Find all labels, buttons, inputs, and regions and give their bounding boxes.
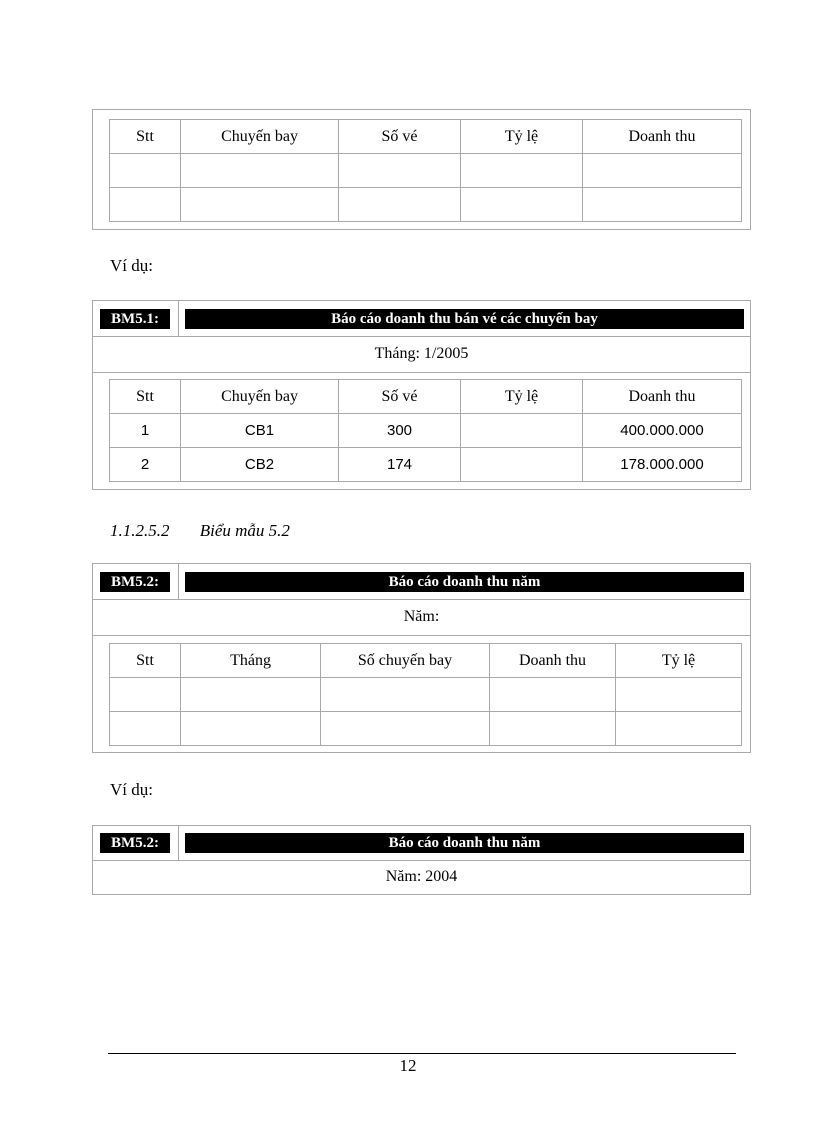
bm51-table: [109, 379, 742, 482]
page-number: 12: [399, 1056, 417, 1075]
bm52-header-row: [110, 644, 742, 678]
bm52-header-month: Tháng: [181, 644, 321, 678]
section-heading: [110, 521, 290, 541]
cell-ratio: [461, 448, 583, 482]
cell-revenue: 400.000.000: [583, 414, 742, 448]
table1-header-ratio: Tỷ lệ: [461, 120, 583, 154]
bm51-header-flight: Chuyến bay: [181, 380, 339, 414]
form-title-bar: Báo cáo doanh thu năm: [185, 572, 744, 592]
section-title: Biểu mẫu 5.2: [199, 521, 290, 540]
bm52-table: [109, 643, 742, 746]
example-label: Ví dụ:: [110, 256, 153, 275]
cell-stt: 1: [110, 414, 181, 448]
table-row: [110, 712, 742, 746]
table1: [109, 119, 742, 222]
form-subtitle: Tháng: 1/2005: [374, 345, 469, 362]
cell-ratio: [461, 414, 583, 448]
bm52-header-ratio: Tỷ lệ: [616, 644, 742, 678]
bm51-header-stt: Stt: [110, 380, 181, 414]
cell-flight: CB2: [181, 448, 339, 482]
form-title-bar: Báo cáo doanh thu bán vé các chuyến bay: [185, 309, 744, 329]
form-title-bar: Báo cáo doanh thu năm: [185, 833, 744, 853]
cell-stt: 2: [110, 448, 181, 482]
table1-header-row: [110, 120, 742, 154]
cell-tickets: 174: [339, 448, 461, 482]
form-code-badge: BM5.1:: [100, 309, 170, 329]
form-code-badge: BM5.2:: [100, 833, 170, 853]
bm51-header-ratio: Tỷ lệ: [461, 380, 583, 414]
cell-flight: CB1: [181, 414, 339, 448]
bm52-header-revenue: Doanh thu: [490, 644, 616, 678]
cell-revenue: 178.000.000: [583, 448, 742, 482]
bm51-header-row: [110, 380, 742, 414]
form-subtitle: Năm:: [403, 608, 440, 625]
table1-header-flight: Chuyến bay: [181, 120, 339, 154]
footer-rule: [108, 1053, 736, 1054]
table-row: [110, 188, 742, 222]
form-code-badge: BM5.2:: [100, 572, 170, 592]
form-subtitle: Năm: 2004: [385, 868, 458, 885]
cell-tickets: 300: [339, 414, 461, 448]
section-number: 1.1.2.5.2: [110, 521, 170, 540]
table-row: [110, 448, 742, 482]
bm51-header-revenue: Doanh thu: [583, 380, 742, 414]
bm51-header-tickets: Số vé: [339, 380, 461, 414]
table-row: [110, 678, 742, 712]
table1-header-revenue: Doanh thu: [583, 120, 742, 154]
table-row: [110, 154, 742, 188]
bm52-header-flight-count: Số chuyến bay: [321, 644, 490, 678]
table-row: [110, 414, 742, 448]
table1-header-stt: Stt: [110, 120, 181, 154]
bm52-header-stt: Stt: [110, 644, 181, 678]
table1-header-tickets: Số vé: [339, 120, 461, 154]
example-label: Ví dụ:: [110, 780, 153, 799]
